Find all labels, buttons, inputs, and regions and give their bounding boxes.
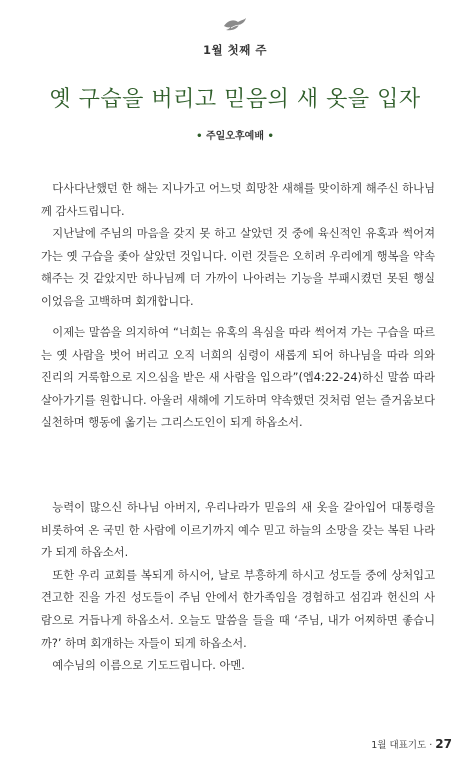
paragraph: 능력이 많으신 하나님 아버지, 우리나라가 믿음의 새 옷을 갈아입어 대통령을 비롯하여 온 국민 한 사람에 이르기까지 예수 믿고 하늘의 소망을 갖는 복된 나라가 되게 하옵소서. <box>41 501 435 560</box>
week-label: 1월 첫째 주 <box>203 43 267 57</box>
service-label-text: 주일오후예배 <box>206 131 264 142</box>
dove-icon <box>222 16 248 34</box>
paragraph-group-2 <box>41 322 435 435</box>
paragraph: 예수님의 이름으로 기도드립니다. 아멘. <box>52 659 245 673</box>
bullet-left: • <box>196 131 203 142</box>
paragraph-group-3 <box>41 497 435 678</box>
footer-section-label: 1월 대표기도 · <box>371 740 433 751</box>
paragraph: 이제는 말씀을 의지하여 “너희는 유혹의 욕심을 따라 썩어져 가는 구습을 따르는 옛 사람을 벗어 버리고 오직 너희의 심령이 새롭게 되어 하나님을 따라 의와 진리의 거룩함으로 지으심을 받은 새 사람을 입으라”(엡4:22-24)하신 말씀 따라 살아가기를 원합니다. 아울러 새해에 기도하며 약속했던 것처럼 얻는 즐거움보다 실천하며 행동에 옮기는 그리스도인이 되게 하옵소서. <box>41 326 435 430</box>
paragraph: 다사다난했던 한 해는 지나가고 어느덧 희망찬 새해를 맞이하게 해주신 하나님께 감사드립니다. <box>41 182 435 218</box>
paragraph: 또한 우리 교회를 복되게 하시어, 날로 부흥하게 하시고 성도들 중에 상처입고 견고한 진을 가진 성도들이 주님 안에서 한가족임을 경험하고 섬김과 헌신의 사람으로 거듭나게 하옵소서. 오늘도 말씀을 들을 때 ‘주님, 내가 어찌하면 좋습니까?’ 하며 회개하는 자들이 되게 하옵소서. <box>41 568 435 650</box>
prayer-title: 옛 구습을 버리고 믿음의 새 옷을 입자 <box>49 87 421 112</box>
paragraph-group-1 <box>41 178 435 314</box>
page-footer <box>371 737 452 751</box>
service-label <box>0 127 470 142</box>
paragraph: 지난날에 주님의 마음을 갖지 못 하고 살았던 것 중에 육신적인 유혹과 썩어져가는 옛 구습을 좇아 살았던 것입니다. 이런 것들은 오히려 우리에게 행복을 약속해주는 것 같았지만 하나님께 더 가까이 나아려는 기능을 부패시켰던 못된 행실이었음을 고백하며 회개합니다. <box>41 227 435 308</box>
bullet-right: • <box>267 131 274 142</box>
page-number: 27 <box>435 737 452 751</box>
